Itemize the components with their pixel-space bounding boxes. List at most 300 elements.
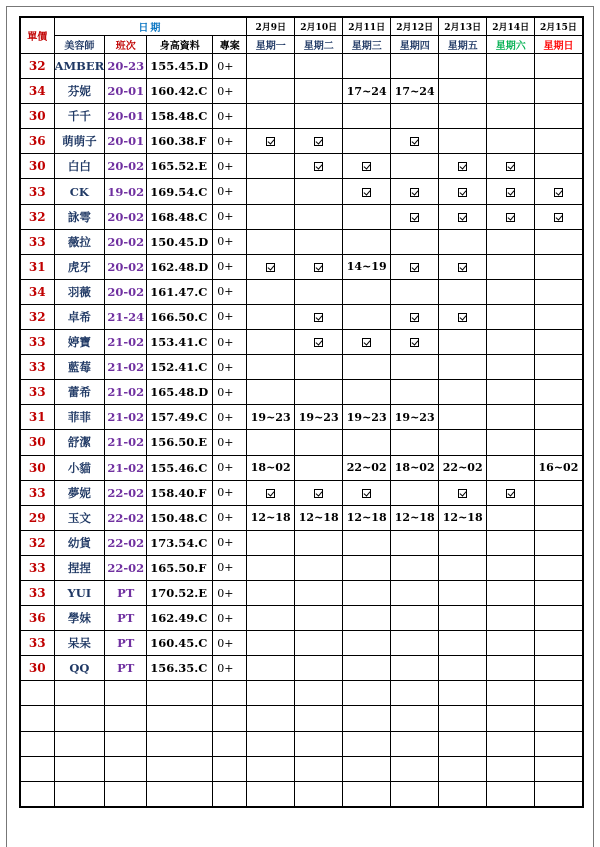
schedule-cell[interactable] bbox=[535, 656, 583, 681]
blank-cell[interactable] bbox=[343, 731, 391, 756]
schedule-cell[interactable] bbox=[439, 179, 487, 204]
schedule-cell[interactable] bbox=[487, 631, 535, 656]
blank-cell[interactable] bbox=[535, 781, 583, 807]
schedule-cell[interactable] bbox=[487, 229, 535, 254]
schedule-cell[interactable] bbox=[391, 480, 439, 505]
blank-cell[interactable] bbox=[213, 706, 247, 731]
blank-cell[interactable] bbox=[54, 681, 105, 706]
schedule-cell[interactable] bbox=[487, 104, 535, 129]
schedule-cell[interactable] bbox=[247, 405, 295, 430]
blank-cell[interactable] bbox=[54, 731, 105, 756]
price-cell: 36 bbox=[20, 606, 54, 631]
special-cell: 0+ bbox=[213, 380, 247, 405]
schedule-cell[interactable] bbox=[295, 380, 343, 405]
schedule-cell[interactable] bbox=[535, 430, 583, 455]
schedule-cell[interactable] bbox=[535, 330, 583, 355]
schedule-cell[interactable] bbox=[391, 656, 439, 681]
blank-cell[interactable] bbox=[391, 681, 439, 706]
schedule-cell[interactable] bbox=[391, 380, 439, 405]
schedule-cell[interactable] bbox=[535, 380, 583, 405]
schedule-cell[interactable] bbox=[535, 129, 583, 154]
special-cell: 0+ bbox=[213, 204, 247, 229]
class-cell: 19-02 bbox=[105, 179, 147, 204]
schedule-cell[interactable] bbox=[391, 405, 439, 430]
schedule-cell[interactable] bbox=[247, 555, 295, 580]
class-cell: 20-02 bbox=[105, 254, 147, 279]
header-row-dates bbox=[20, 17, 583, 36]
schedule-cell[interactable] bbox=[487, 129, 535, 154]
class-cell: 20-01 bbox=[105, 79, 147, 104]
schedule-cell[interactable] bbox=[535, 555, 583, 580]
schedule-cell[interactable] bbox=[343, 430, 391, 455]
schedule-cell[interactable] bbox=[487, 656, 535, 681]
blank-cell[interactable] bbox=[295, 681, 343, 706]
schedule-cell[interactable] bbox=[343, 179, 391, 204]
schedule-cell[interactable] bbox=[535, 530, 583, 555]
schedule-cell[interactable] bbox=[295, 455, 343, 480]
schedule-cell[interactable] bbox=[295, 480, 343, 505]
schedule-cell[interactable] bbox=[247, 129, 295, 154]
schedule-cell[interactable] bbox=[295, 555, 343, 580]
stylist-name: 萌萌子 bbox=[54, 129, 105, 154]
schedule-cell[interactable] bbox=[439, 530, 487, 555]
schedule-cell[interactable] bbox=[295, 279, 343, 304]
schedule-cell[interactable] bbox=[295, 154, 343, 179]
schedule-cell[interactable] bbox=[295, 656, 343, 681]
blank-cell[interactable] bbox=[20, 731, 54, 756]
blank-cell[interactable] bbox=[105, 781, 147, 807]
schedule-cell[interactable] bbox=[535, 455, 583, 480]
schedule-cell[interactable] bbox=[391, 54, 439, 79]
blank-cell[interactable] bbox=[213, 781, 247, 807]
schedule-cell[interactable] bbox=[439, 254, 487, 279]
schedule-cell[interactable] bbox=[343, 405, 391, 430]
blank-cell[interactable] bbox=[535, 681, 583, 706]
schedule-cell[interactable] bbox=[535, 279, 583, 304]
schedule-cell[interactable] bbox=[391, 79, 439, 104]
special-cell: 0+ bbox=[213, 480, 247, 505]
schedule-cell[interactable] bbox=[295, 330, 343, 355]
blank-cell[interactable] bbox=[535, 706, 583, 731]
schedule-cell[interactable] bbox=[343, 304, 391, 329]
checkbox-checked-icon bbox=[506, 188, 515, 197]
class-cell: 21-02 bbox=[105, 405, 147, 430]
schedule-cell[interactable] bbox=[391, 254, 439, 279]
blank-cell[interactable] bbox=[295, 756, 343, 781]
special-cell: 0+ bbox=[213, 606, 247, 631]
schedule-cell[interactable] bbox=[343, 204, 391, 229]
schedule-cell[interactable] bbox=[343, 129, 391, 154]
schedule-cell[interactable] bbox=[439, 380, 487, 405]
shift-time: 18~02 bbox=[394, 461, 435, 475]
schedule-cell[interactable] bbox=[535, 580, 583, 605]
schedule-cell[interactable] bbox=[343, 330, 391, 355]
blank-cell[interactable] bbox=[487, 781, 535, 807]
schedule-cell[interactable] bbox=[439, 480, 487, 505]
special-cell: 0+ bbox=[213, 154, 247, 179]
schedule-cell[interactable] bbox=[439, 555, 487, 580]
checkbox-checked-icon bbox=[458, 213, 467, 222]
blank-cell[interactable] bbox=[487, 706, 535, 731]
blank-cell[interactable] bbox=[147, 681, 213, 706]
schedule-cell[interactable] bbox=[391, 555, 439, 580]
blank-cell[interactable] bbox=[54, 706, 105, 731]
schedule-cell[interactable] bbox=[247, 656, 295, 681]
blank-cell[interactable] bbox=[147, 756, 213, 781]
info-cell: 160.38.F bbox=[147, 129, 213, 154]
schedule-cell[interactable] bbox=[487, 79, 535, 104]
schedule-cell[interactable] bbox=[391, 104, 439, 129]
schedule-cell[interactable] bbox=[487, 530, 535, 555]
schedule-cell[interactable] bbox=[343, 505, 391, 530]
special-cell: 0+ bbox=[213, 631, 247, 656]
special-cell: 0+ bbox=[213, 355, 247, 380]
schedule-cell[interactable] bbox=[535, 606, 583, 631]
info-cell: 160.42.C bbox=[147, 79, 213, 104]
blank-cell[interactable] bbox=[147, 781, 213, 807]
stylist-name: 菲菲 bbox=[54, 405, 105, 430]
stylist-name: 呆呆 bbox=[54, 631, 105, 656]
table-row bbox=[20, 480, 583, 505]
schedule-cell[interactable] bbox=[295, 430, 343, 455]
blank-cell[interactable] bbox=[20, 756, 54, 781]
blank-cell[interactable] bbox=[391, 706, 439, 731]
schedule-cell[interactable] bbox=[247, 54, 295, 79]
class-cell: 21-02 bbox=[105, 380, 147, 405]
schedule-cell[interactable] bbox=[439, 430, 487, 455]
schedule-cell[interactable] bbox=[295, 355, 343, 380]
schedule-cell[interactable] bbox=[391, 631, 439, 656]
schedule-cell[interactable] bbox=[439, 79, 487, 104]
schedule-cell[interactable] bbox=[343, 154, 391, 179]
schedule-cell[interactable] bbox=[343, 54, 391, 79]
schedule-cell[interactable] bbox=[391, 154, 439, 179]
blank-cell[interactable] bbox=[343, 706, 391, 731]
price-cell: 34 bbox=[20, 279, 54, 304]
checkbox-checked-icon bbox=[458, 489, 467, 498]
info-cell: 165.50.F bbox=[147, 555, 213, 580]
schedule-cell[interactable] bbox=[247, 204, 295, 229]
schedule-cell[interactable] bbox=[391, 580, 439, 605]
blank-cell[interactable] bbox=[535, 731, 583, 756]
schedule-cell[interactable] bbox=[439, 455, 487, 480]
schedule-cell[interactable] bbox=[391, 279, 439, 304]
schedule-cell[interactable] bbox=[343, 606, 391, 631]
special-cell: 0+ bbox=[213, 254, 247, 279]
schedule-cell[interactable] bbox=[247, 279, 295, 304]
blank-cell[interactable] bbox=[247, 781, 295, 807]
blank-cell[interactable] bbox=[213, 681, 247, 706]
schedule-cell[interactable] bbox=[247, 430, 295, 455]
schedule-cell[interactable] bbox=[247, 104, 295, 129]
schedule-cell[interactable] bbox=[343, 530, 391, 555]
schedule-cell[interactable] bbox=[535, 229, 583, 254]
blank-cell[interactable] bbox=[487, 681, 535, 706]
blank-cell[interactable] bbox=[20, 681, 54, 706]
schedule-cell[interactable] bbox=[247, 455, 295, 480]
schedule-cell[interactable] bbox=[487, 480, 535, 505]
schedule-cell[interactable] bbox=[487, 455, 535, 480]
schedule-cell[interactable] bbox=[247, 480, 295, 505]
blank-cell[interactable] bbox=[54, 756, 105, 781]
class-cell: PT bbox=[105, 580, 147, 605]
schedule-cell[interactable] bbox=[295, 104, 343, 129]
header-weekday-1: 星期二 bbox=[295, 36, 343, 54]
stylist-name: 卓希 bbox=[54, 304, 105, 329]
checkbox-checked-icon bbox=[554, 213, 563, 222]
schedule-cell[interactable] bbox=[295, 530, 343, 555]
schedule-cell[interactable] bbox=[487, 204, 535, 229]
schedule-cell[interactable] bbox=[487, 154, 535, 179]
schedule-cell[interactable] bbox=[535, 104, 583, 129]
schedule-cell[interactable] bbox=[535, 204, 583, 229]
schedule-cell[interactable] bbox=[535, 79, 583, 104]
blank-cell[interactable] bbox=[147, 731, 213, 756]
schedule-cell[interactable] bbox=[487, 580, 535, 605]
stylist-name: CK bbox=[54, 179, 105, 204]
stylist-name: 小貓 bbox=[54, 455, 105, 480]
schedule-cell[interactable] bbox=[391, 229, 439, 254]
header-date-1: 2月10日 bbox=[295, 17, 343, 36]
schedule-cell[interactable] bbox=[343, 555, 391, 580]
header-weekday-4: 星期五 bbox=[439, 36, 487, 54]
schedule-cell[interactable] bbox=[535, 154, 583, 179]
schedule-cell[interactable] bbox=[295, 129, 343, 154]
blank-cell[interactable] bbox=[343, 781, 391, 807]
schedule-cell[interactable] bbox=[295, 54, 343, 79]
blank-cell[interactable] bbox=[20, 781, 54, 807]
schedule-cell[interactable] bbox=[487, 606, 535, 631]
schedule-cell[interactable] bbox=[247, 154, 295, 179]
schedule-cell[interactable] bbox=[439, 204, 487, 229]
schedule-cell[interactable] bbox=[487, 330, 535, 355]
schedule-cell[interactable] bbox=[343, 380, 391, 405]
schedule-cell[interactable] bbox=[343, 480, 391, 505]
schedule-cell[interactable] bbox=[487, 254, 535, 279]
table-row bbox=[20, 606, 583, 631]
blank-cell[interactable] bbox=[213, 756, 247, 781]
blank-cell[interactable] bbox=[391, 781, 439, 807]
schedule-cell[interactable] bbox=[391, 606, 439, 631]
schedule-cell[interactable] bbox=[343, 355, 391, 380]
table-row bbox=[20, 229, 583, 254]
schedule-cell[interactable] bbox=[439, 656, 487, 681]
schedule-cell[interactable] bbox=[487, 54, 535, 79]
schedule-cell[interactable] bbox=[247, 179, 295, 204]
checkbox-checked-icon bbox=[410, 213, 419, 222]
schedule-cell[interactable] bbox=[247, 355, 295, 380]
schedule-cell[interactable] bbox=[535, 179, 583, 204]
schedule-cell[interactable] bbox=[535, 405, 583, 430]
schedule-cell[interactable] bbox=[343, 279, 391, 304]
blank-cell[interactable] bbox=[105, 681, 147, 706]
blank-cell[interactable] bbox=[247, 681, 295, 706]
schedule-cell[interactable] bbox=[535, 355, 583, 380]
schedule-cell[interactable] bbox=[295, 405, 343, 430]
schedule-cell[interactable] bbox=[535, 480, 583, 505]
checkbox-checked-icon bbox=[314, 137, 323, 146]
schedule-cell[interactable] bbox=[247, 254, 295, 279]
schedule-cell[interactable] bbox=[439, 631, 487, 656]
class-cell: 20-01 bbox=[105, 129, 147, 154]
blank-cell[interactable] bbox=[295, 731, 343, 756]
schedule-cell[interactable] bbox=[247, 505, 295, 530]
stylist-name: 捏捏 bbox=[54, 555, 105, 580]
schedule-cell[interactable] bbox=[391, 455, 439, 480]
blank-cell[interactable] bbox=[391, 756, 439, 781]
checkbox-checked-icon bbox=[266, 137, 275, 146]
schedule-cell[interactable] bbox=[535, 631, 583, 656]
schedule-cell[interactable] bbox=[439, 304, 487, 329]
blank-cell[interactable] bbox=[147, 706, 213, 731]
schedule-cell[interactable] bbox=[247, 304, 295, 329]
schedule-cell[interactable] bbox=[439, 229, 487, 254]
schedule-cell[interactable] bbox=[487, 380, 535, 405]
schedule-cell[interactable] bbox=[295, 204, 343, 229]
schedule-cell[interactable] bbox=[487, 555, 535, 580]
blank-cell[interactable] bbox=[439, 781, 487, 807]
schedule-cell[interactable] bbox=[295, 179, 343, 204]
schedule-cell[interactable] bbox=[295, 580, 343, 605]
schedule-cell[interactable] bbox=[391, 179, 439, 204]
schedule-cell[interactable] bbox=[391, 505, 439, 530]
blank-cell[interactable] bbox=[439, 731, 487, 756]
class-cell: 21-02 bbox=[105, 455, 147, 480]
schedule-cell[interactable] bbox=[535, 54, 583, 79]
schedule-cell[interactable] bbox=[343, 455, 391, 480]
info-cell: 155.45.D bbox=[147, 54, 213, 79]
blank-cell[interactable] bbox=[535, 756, 583, 781]
schedule-cell[interactable] bbox=[391, 129, 439, 154]
schedule-cell[interactable] bbox=[343, 580, 391, 605]
blank-cell[interactable] bbox=[295, 781, 343, 807]
info-cell: 158.40.F bbox=[147, 480, 213, 505]
stylist-name: 虎牙 bbox=[54, 254, 105, 279]
blank-cell[interactable] bbox=[439, 706, 487, 731]
schedule-cell[interactable] bbox=[391, 430, 439, 455]
schedule-cell[interactable] bbox=[247, 606, 295, 631]
schedule-cell[interactable] bbox=[343, 104, 391, 129]
schedule-cell[interactable] bbox=[391, 530, 439, 555]
schedule-cell[interactable] bbox=[295, 304, 343, 329]
schedule-cell[interactable] bbox=[439, 54, 487, 79]
schedule-cell[interactable] bbox=[295, 79, 343, 104]
schedule-cell[interactable] bbox=[247, 631, 295, 656]
header-date-6: 2月15日 bbox=[535, 17, 583, 36]
schedule-cell[interactable] bbox=[439, 279, 487, 304]
schedule-cell[interactable] bbox=[487, 430, 535, 455]
table-row bbox=[20, 304, 583, 329]
schedule-cell[interactable] bbox=[247, 530, 295, 555]
schedule-cell[interactable] bbox=[343, 631, 391, 656]
special-cell: 0+ bbox=[213, 129, 247, 154]
blank-cell[interactable] bbox=[105, 731, 147, 756]
schedule-cell[interactable] bbox=[535, 505, 583, 530]
blank-cell[interactable] bbox=[487, 756, 535, 781]
schedule-cell[interactable] bbox=[487, 304, 535, 329]
blank-cell[interactable] bbox=[439, 756, 487, 781]
blank-cell[interactable] bbox=[247, 706, 295, 731]
schedule-cell[interactable] bbox=[343, 254, 391, 279]
schedule-cell[interactable] bbox=[343, 79, 391, 104]
schedule-cell[interactable] bbox=[295, 606, 343, 631]
schedule-cell[interactable] bbox=[487, 355, 535, 380]
schedule-cell[interactable] bbox=[487, 279, 535, 304]
header-date-0: 2月9日 bbox=[247, 17, 295, 36]
special-cell: 0+ bbox=[213, 455, 247, 480]
schedule-cell[interactable] bbox=[439, 330, 487, 355]
blank-cell[interactable] bbox=[105, 706, 147, 731]
info-cell: 165.52.E bbox=[147, 154, 213, 179]
schedule-cell[interactable] bbox=[247, 229, 295, 254]
blank-cell[interactable] bbox=[343, 756, 391, 781]
schedule-cell[interactable] bbox=[487, 405, 535, 430]
special-cell: 0+ bbox=[213, 229, 247, 254]
special-cell: 0+ bbox=[213, 104, 247, 129]
blank-cell[interactable] bbox=[343, 681, 391, 706]
schedule-cell[interactable] bbox=[439, 580, 487, 605]
schedule-cell[interactable] bbox=[343, 656, 391, 681]
schedule-cell[interactable] bbox=[439, 129, 487, 154]
blank-cell[interactable] bbox=[247, 756, 295, 781]
schedule-cell[interactable] bbox=[535, 254, 583, 279]
price-cell: 33 bbox=[20, 229, 54, 254]
blank-cell[interactable] bbox=[105, 756, 147, 781]
header-weekday-6: 星期日 bbox=[535, 36, 583, 54]
schedule-cell[interactable] bbox=[391, 355, 439, 380]
blank-cell[interactable] bbox=[247, 731, 295, 756]
schedule-cell[interactable] bbox=[295, 631, 343, 656]
schedule-cell[interactable] bbox=[391, 304, 439, 329]
info-cell: 155.46.C bbox=[147, 455, 213, 480]
blank-cell[interactable] bbox=[391, 731, 439, 756]
blank-cell[interactable] bbox=[439, 681, 487, 706]
schedule-cell[interactable] bbox=[247, 79, 295, 104]
schedule-cell[interactable] bbox=[439, 505, 487, 530]
blank-cell[interactable] bbox=[20, 706, 54, 731]
blank-cell[interactable] bbox=[295, 706, 343, 731]
blank-cell[interactable] bbox=[213, 731, 247, 756]
schedule-cell[interactable] bbox=[487, 179, 535, 204]
info-cell: 150.48.C bbox=[147, 505, 213, 530]
schedule-cell[interactable] bbox=[295, 505, 343, 530]
schedule-cell[interactable] bbox=[391, 204, 439, 229]
schedule-cell[interactable] bbox=[295, 229, 343, 254]
price-cell: 32 bbox=[20, 54, 54, 79]
blank-cell[interactable] bbox=[487, 731, 535, 756]
schedule-cell[interactable] bbox=[439, 154, 487, 179]
class-cell: PT bbox=[105, 631, 147, 656]
schedule-cell[interactable] bbox=[439, 104, 487, 129]
schedule-cell[interactable] bbox=[247, 380, 295, 405]
schedule-cell[interactable] bbox=[295, 254, 343, 279]
table-row bbox=[20, 380, 583, 405]
class-cell: 22-02 bbox=[105, 505, 147, 530]
schedule-cell[interactable] bbox=[247, 580, 295, 605]
blank-cell[interactable] bbox=[54, 781, 105, 807]
info-cell: 156.50.E bbox=[147, 430, 213, 455]
schedule-cell[interactable] bbox=[391, 330, 439, 355]
schedule-cell[interactable] bbox=[247, 330, 295, 355]
info-cell: 150.45.D bbox=[147, 229, 213, 254]
schedule-cell[interactable] bbox=[487, 505, 535, 530]
schedule-cell[interactable] bbox=[535, 304, 583, 329]
schedule-cell[interactable] bbox=[439, 355, 487, 380]
schedule-cell[interactable] bbox=[439, 606, 487, 631]
schedule-cell[interactable] bbox=[439, 405, 487, 430]
schedule-cell[interactable] bbox=[343, 229, 391, 254]
checkbox-checked-icon bbox=[506, 162, 515, 171]
